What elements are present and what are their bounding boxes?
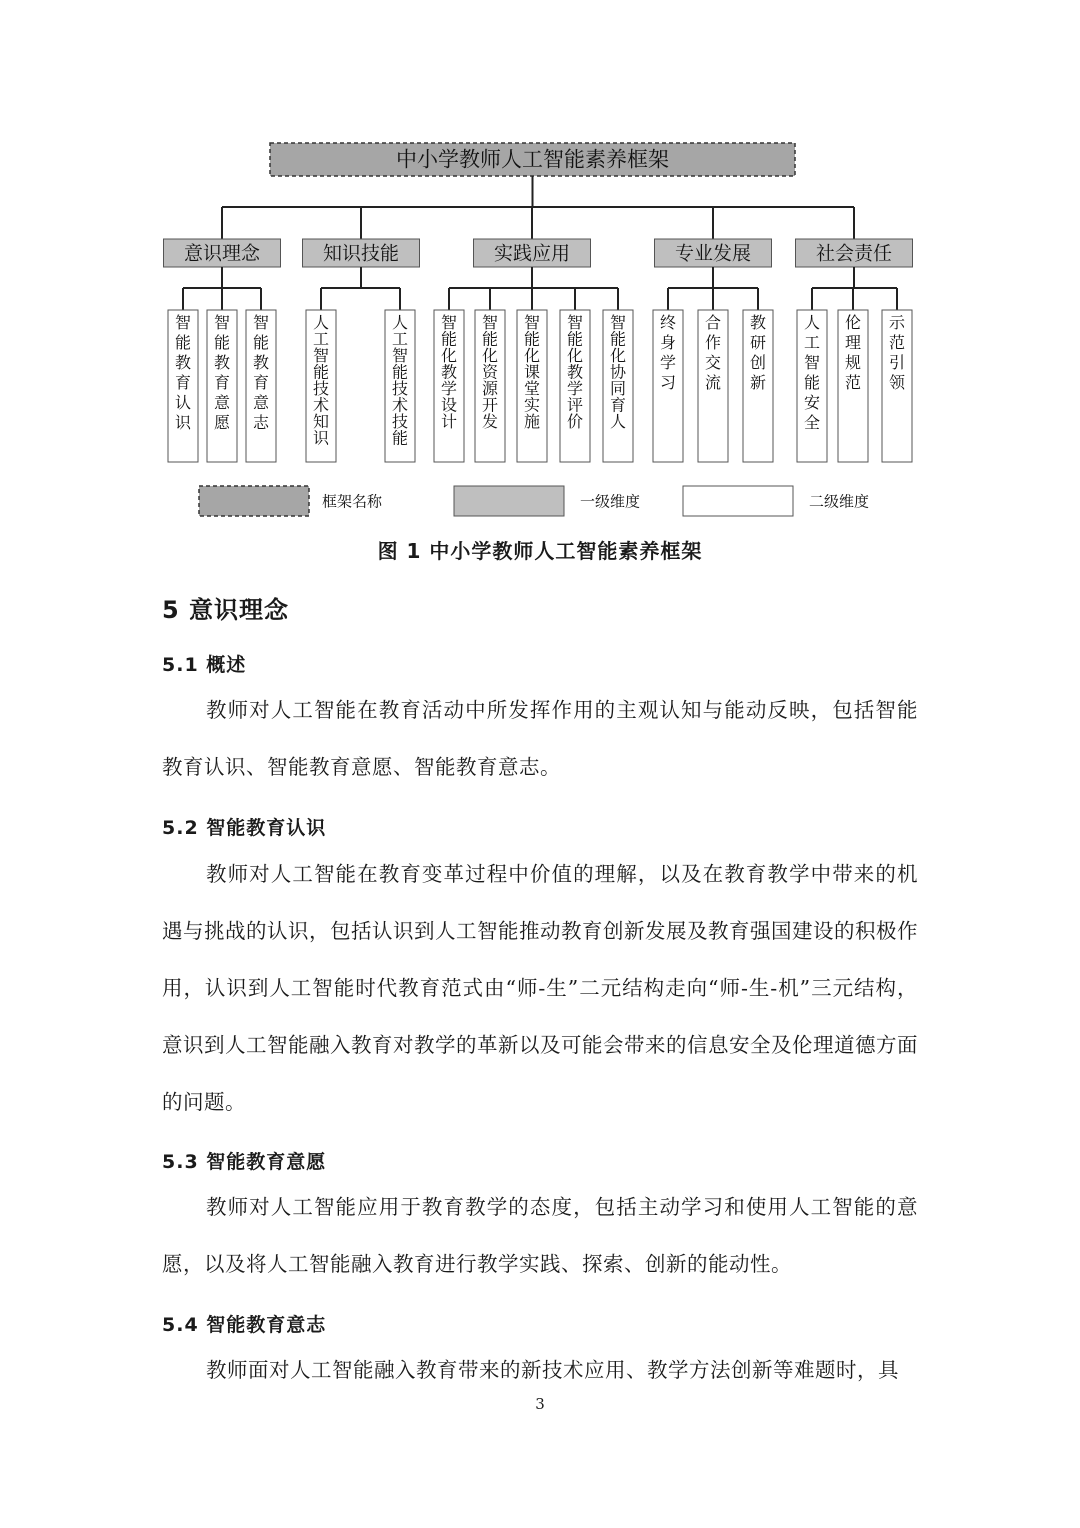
level2-label: 智能化教学设计	[440, 313, 458, 431]
legend-level1-label: 一级维度	[580, 492, 641, 511]
level2-label: 终身学习	[659, 313, 677, 392]
level2-label: 人工智能技术知识	[312, 313, 330, 448]
level2-label: 示范引领	[888, 313, 906, 392]
level1-label: 知识技能	[322, 242, 400, 265]
subsection-heading-5-1: 5.1 概述	[162, 654, 247, 676]
legend-root-label: 框架名称	[322, 492, 383, 511]
paragraph-5-2: 教师对人工智能在教育变革过程中价值的理解，以及在教育教学中带来的机遇与挑战的认识，包括认识到人工智能推动教育创新发展及教育强国建设的积极作用，认识到人工智能时代教育范式由“师-生”二元结构走向“师-生-机”三元结构，意识到人工智能融入教育对教学的革新以及可能会带来的信息安全及伦理道德方面的问题。	[162, 862, 918, 1114]
legend-level1-swatch	[454, 486, 564, 516]
page-number: 3	[535, 1395, 545, 1413]
section-heading: 5 意识理念	[162, 596, 290, 624]
level2-label: 智能化协同育人	[609, 313, 627, 431]
legend-root-swatch	[199, 486, 309, 516]
subsection-heading-5-4: 5.4 智能教育意志	[162, 1314, 327, 1336]
paragraph-5-1: 教师对人工智能在教育活动中所发挥作用的主观认知与能动反映，包括智能教育认识、智能教育意愿、智能教育意志。	[162, 698, 918, 779]
root-label: 中小学教师人工智能素养框架	[396, 147, 669, 172]
figure-caption: 图 1 中小学教师人工智能素养框架	[377, 539, 703, 563]
level1-label: 专业发展	[674, 242, 752, 265]
level2-label: 智能化教学评价	[566, 313, 584, 431]
level1-label: 意识理念	[183, 242, 261, 265]
level2-label: 智能化课堂实施	[523, 313, 541, 431]
level2-label: 合作交流	[704, 313, 722, 392]
level2-label: 教研创新	[749, 313, 767, 392]
paragraph-5-4: 教师面对人工智能融入教育带来的新技术应用、教学方法创新等难题时，具	[206, 1358, 899, 1382]
level2-label: 智能教育意志	[252, 313, 270, 432]
level2-label: 智能化资源开发	[481, 313, 499, 431]
level2-label: 伦理规范	[844, 313, 862, 392]
level2-label: 智能教育意愿	[213, 313, 231, 432]
level2-label: 智能教育认识	[174, 313, 192, 432]
level1-label: 社会责任	[815, 242, 893, 265]
paragraph-5-3: 教师对人工智能应用于教育教学的态度，包括主动学习和使用人工智能的意愿，以及将人工智能融入教育进行教学实践、探索、创新的能动性。	[162, 1195, 918, 1276]
level2-label: 人工智能安全	[803, 313, 821, 432]
subsection-heading-5-2: 5.2 智能教育认识	[162, 817, 327, 839]
legend-level2-label: 二级维度	[809, 492, 870, 511]
level2-label: 人工智能技术技能	[391, 313, 409, 448]
subsection-heading-5-3: 5.3 智能教育意愿	[162, 1151, 327, 1173]
framework-diagram	[0, 0, 1080, 530]
level1-label: 实践应用	[493, 242, 571, 265]
legend-level2-swatch	[683, 486, 793, 516]
